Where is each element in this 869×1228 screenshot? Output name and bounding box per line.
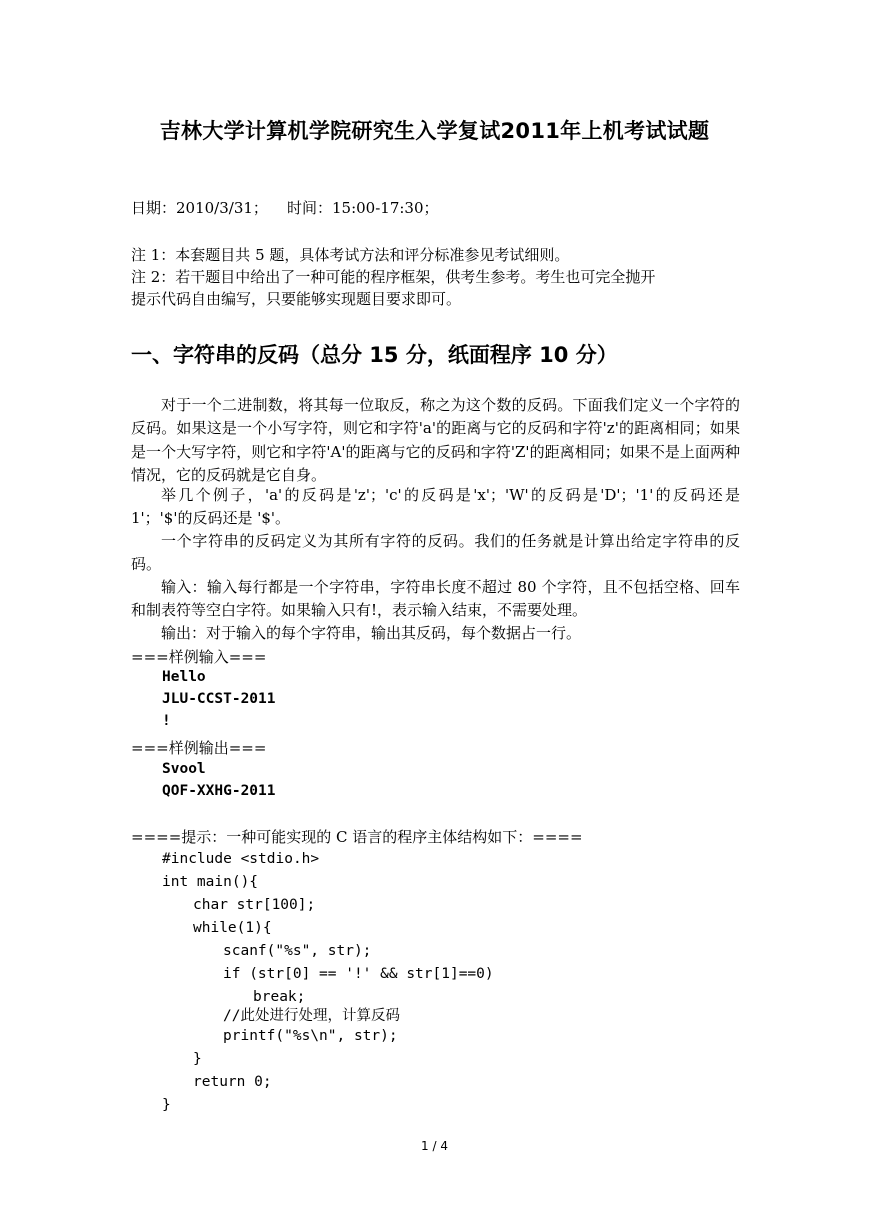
- paragraph-output: 输出：对于输入的每个字符串，输出其反码，每个数据占一行。: [161, 624, 582, 642]
- section-title: 一、字符串的反码（总分 15 分，纸面程序 10 分）: [131, 343, 618, 367]
- paragraph-input: 输入：输入每行都是一个字符串，字符串长度不超过 80 个字符，且不包括空格、回车和制表符等空白字符。如果输入只有!，表示输入结束，不需要处理。: [131, 578, 740, 620]
- paragraph-definition: 对于一个二进制数，将其每一位取反，称之为这个数的反码。下面我们定义一个字符的反码。如果这是一个小写字符，则它和字符'a'的距离与它的反码和字符'z'的距离相同；如果是一个大写字符，则它和字符'A'的距离与它的反码和字符'Z'的距离相同；如果不是上面两种情况，它的反码就是它自身。: [131, 396, 740, 485]
- code-line: scanf("%s", str);: [223, 943, 372, 959]
- sample-input-line: Hello: [162, 669, 206, 685]
- code-line: return 0;: [193, 1074, 272, 1090]
- code-line: if (str[0] == '!' && str[1]==0): [223, 966, 494, 982]
- date-time-line: 日期：2010/3/31； 时间：15:00-17:30；: [131, 199, 439, 217]
- code-line: break;: [253, 989, 306, 1005]
- code-line: }: [162, 1097, 171, 1113]
- paragraph-examples: 举几个例子，'a'的反码是'z'；'c'的反码是'x'；'W'的反码是'D'；'1'的反码还是1'；'$'的反码还是 '$'。: [131, 486, 740, 528]
- code-comment-line: //此处进行处理，计算反码: [223, 1008, 400, 1024]
- sample-input-line: JLU-CCST-2011: [162, 691, 276, 707]
- page-number: 1 / 4: [421, 1139, 448, 1153]
- code-line: #include <stdio.h>: [162, 851, 320, 867]
- code-line: printf("%s\n", str);: [223, 1028, 398, 1044]
- sample-input-line: !: [162, 713, 171, 729]
- paragraph-task: 一个字符串的反码定义为其所有字符的反码。我们的任务就是计算出给定字符串的反码。: [131, 532, 740, 574]
- code-line: int main(){: [162, 874, 259, 890]
- sample-output-line: Svool: [162, 761, 206, 777]
- code-line: char str[100];: [193, 897, 316, 913]
- page-title: 吉林大学计算机学院研究生入学复试2011年上机考试试题: [159, 119, 710, 143]
- code-line: while(1){: [193, 920, 272, 936]
- sample-output-line: QOF-XXHG-2011: [162, 783, 276, 799]
- sample-input-label: ===样例输入===: [131, 648, 267, 666]
- hint-label: ====提示：一种可能实现的 C 语言的程序主体结构如下：====: [131, 828, 583, 846]
- note-2-continued: 提示代码自由编写，只要能够实现题目要求即可。: [131, 290, 462, 308]
- sample-output-label: ===样例输出===: [131, 739, 267, 757]
- note-2: 注 2：若干题目中给出了一种可能的程序框架，供考生参考。考生也可完全抛开: [131, 268, 656, 286]
- note-1: 注 1：本套题目共 5 题，具体考试方法和评分标准参见考试细则。: [131, 246, 570, 264]
- code-line: }: [193, 1051, 202, 1067]
